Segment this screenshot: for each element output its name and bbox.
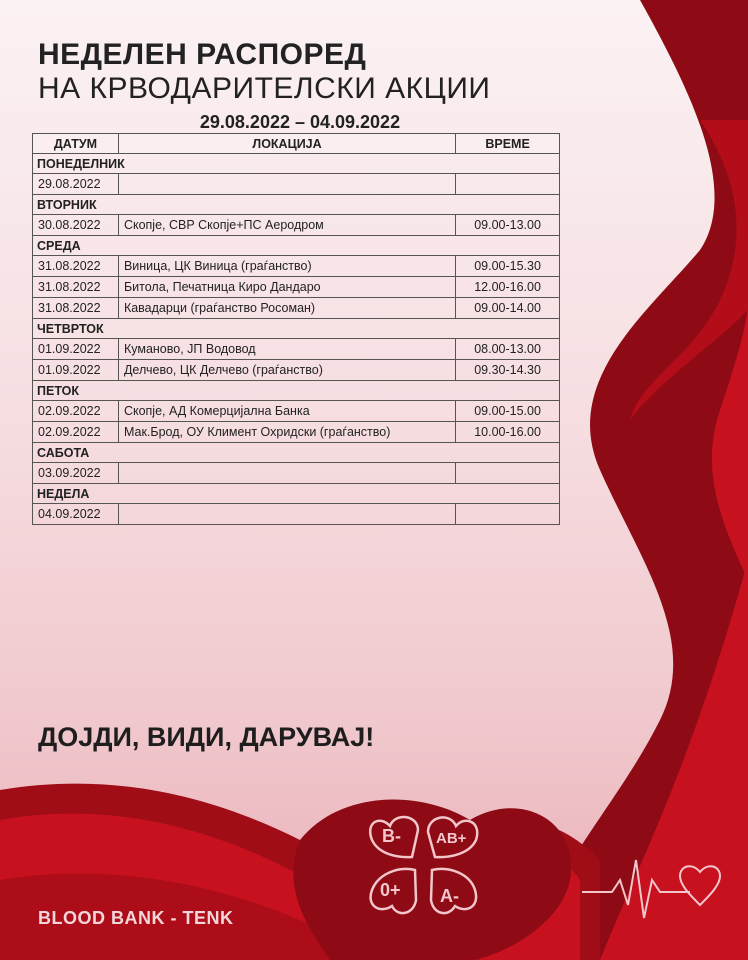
table-row (33, 298, 560, 319)
cell-location: Виница, ЦК Виница (граѓанство) (118, 256, 455, 277)
title-line-1: НЕДЕЛЕН РАСПОРЕД (38, 38, 367, 71)
slogan: ДОЈДИ, ВИДИ, ДАРУВАЈ! (38, 722, 375, 752)
cell-time: 10.00-16.00 (456, 422, 560, 443)
cell-date: 02.09.2022 (33, 422, 119, 443)
cell-location: Кавадарци (граѓанство Росоман) (118, 298, 455, 319)
cell-location (118, 463, 455, 484)
column-header-location: ЛОКАЦИЈА (118, 134, 455, 154)
cell-location: Куманово, ЈП Водовод (118, 339, 455, 360)
cell-date: 01.09.2022 (33, 339, 119, 360)
table-row (33, 256, 560, 277)
cell-date: 29.08.2022 (33, 174, 119, 195)
table-row (33, 422, 560, 443)
blood-type-ab-plus: AB+ (436, 830, 467, 847)
cell-time: 09.30-14.30 (456, 360, 560, 381)
cell-location (118, 504, 455, 525)
day-label: САБОТА (33, 443, 560, 463)
cell-time: 09.00-13.00 (456, 215, 560, 236)
cell-time: 12.00-16.00 (456, 277, 560, 298)
cell-date: 31.08.2022 (33, 256, 119, 277)
table-row (33, 401, 560, 422)
cell-time (456, 463, 560, 484)
day-row (33, 484, 560, 504)
cell-location (118, 174, 455, 195)
day-label: НЕДЕЛА (33, 484, 560, 504)
table-row (33, 360, 560, 381)
column-header-date: ДАТУМ (33, 134, 119, 154)
schedule-table (32, 133, 560, 525)
cell-time: 09.00-15.30 (456, 256, 560, 277)
table-row (33, 215, 560, 236)
day-row (33, 443, 560, 463)
day-label: СРЕДА (33, 236, 560, 256)
cell-time: 09.00-15.00 (456, 401, 560, 422)
blood-type-b-minus: B- (382, 826, 401, 846)
footer-brand: BLOOD BANK - TENK (38, 908, 234, 928)
column-header-time: ВРЕМЕ (456, 134, 560, 154)
day-label: ЧЕТВРТОК (33, 319, 560, 339)
day-label: ПЕТОК (33, 381, 560, 401)
cell-time (456, 504, 560, 525)
table-row (33, 504, 560, 525)
table-row (33, 277, 560, 298)
cell-location: Скопје, АД Комерцијална Банка (118, 401, 455, 422)
cell-date: 02.09.2022 (33, 401, 119, 422)
day-row (33, 195, 560, 215)
blood-type-a-minus: A- (440, 886, 459, 906)
table-row (33, 463, 560, 484)
date-range: 29.08.2022 – 04.09.2022 (199, 112, 401, 132)
day-row (33, 236, 560, 256)
table-header-row (33, 134, 560, 154)
cell-date: 31.08.2022 (33, 277, 119, 298)
cell-location: Битола, Печатница Киро Дандаро (118, 277, 455, 298)
cell-time (456, 174, 560, 195)
cell-date: 03.09.2022 (33, 463, 119, 484)
cell-location: Мак.Брод, ОУ Климент Охридски (граѓанство) (118, 422, 455, 443)
schedule-body (33, 154, 560, 525)
table-row (33, 339, 560, 360)
title-line-2: НА КРВОДАРИТЕЛСКИ АКЦИИ (38, 72, 491, 105)
cell-time: 08.00-13.00 (456, 339, 560, 360)
cell-date: 30.08.2022 (33, 215, 119, 236)
day-row (33, 319, 560, 339)
cell-date: 04.09.2022 (33, 504, 119, 525)
day-label: ВТОРНИК (33, 195, 560, 215)
table-row (33, 174, 560, 195)
blood-type-0-plus: 0+ (380, 880, 401, 900)
cell-location: Скопје, СВР Скопје+ПС Аеродром (118, 215, 455, 236)
day-row (33, 381, 560, 401)
day-label: ПОНЕДЕЛНИК (33, 154, 560, 174)
cell-date: 01.09.2022 (33, 360, 119, 381)
cell-time: 09.00-14.00 (456, 298, 560, 319)
cell-date: 31.08.2022 (33, 298, 119, 319)
day-row (33, 154, 560, 174)
cell-location: Делчево, ЦК Делчево (граѓанство) (118, 360, 455, 381)
